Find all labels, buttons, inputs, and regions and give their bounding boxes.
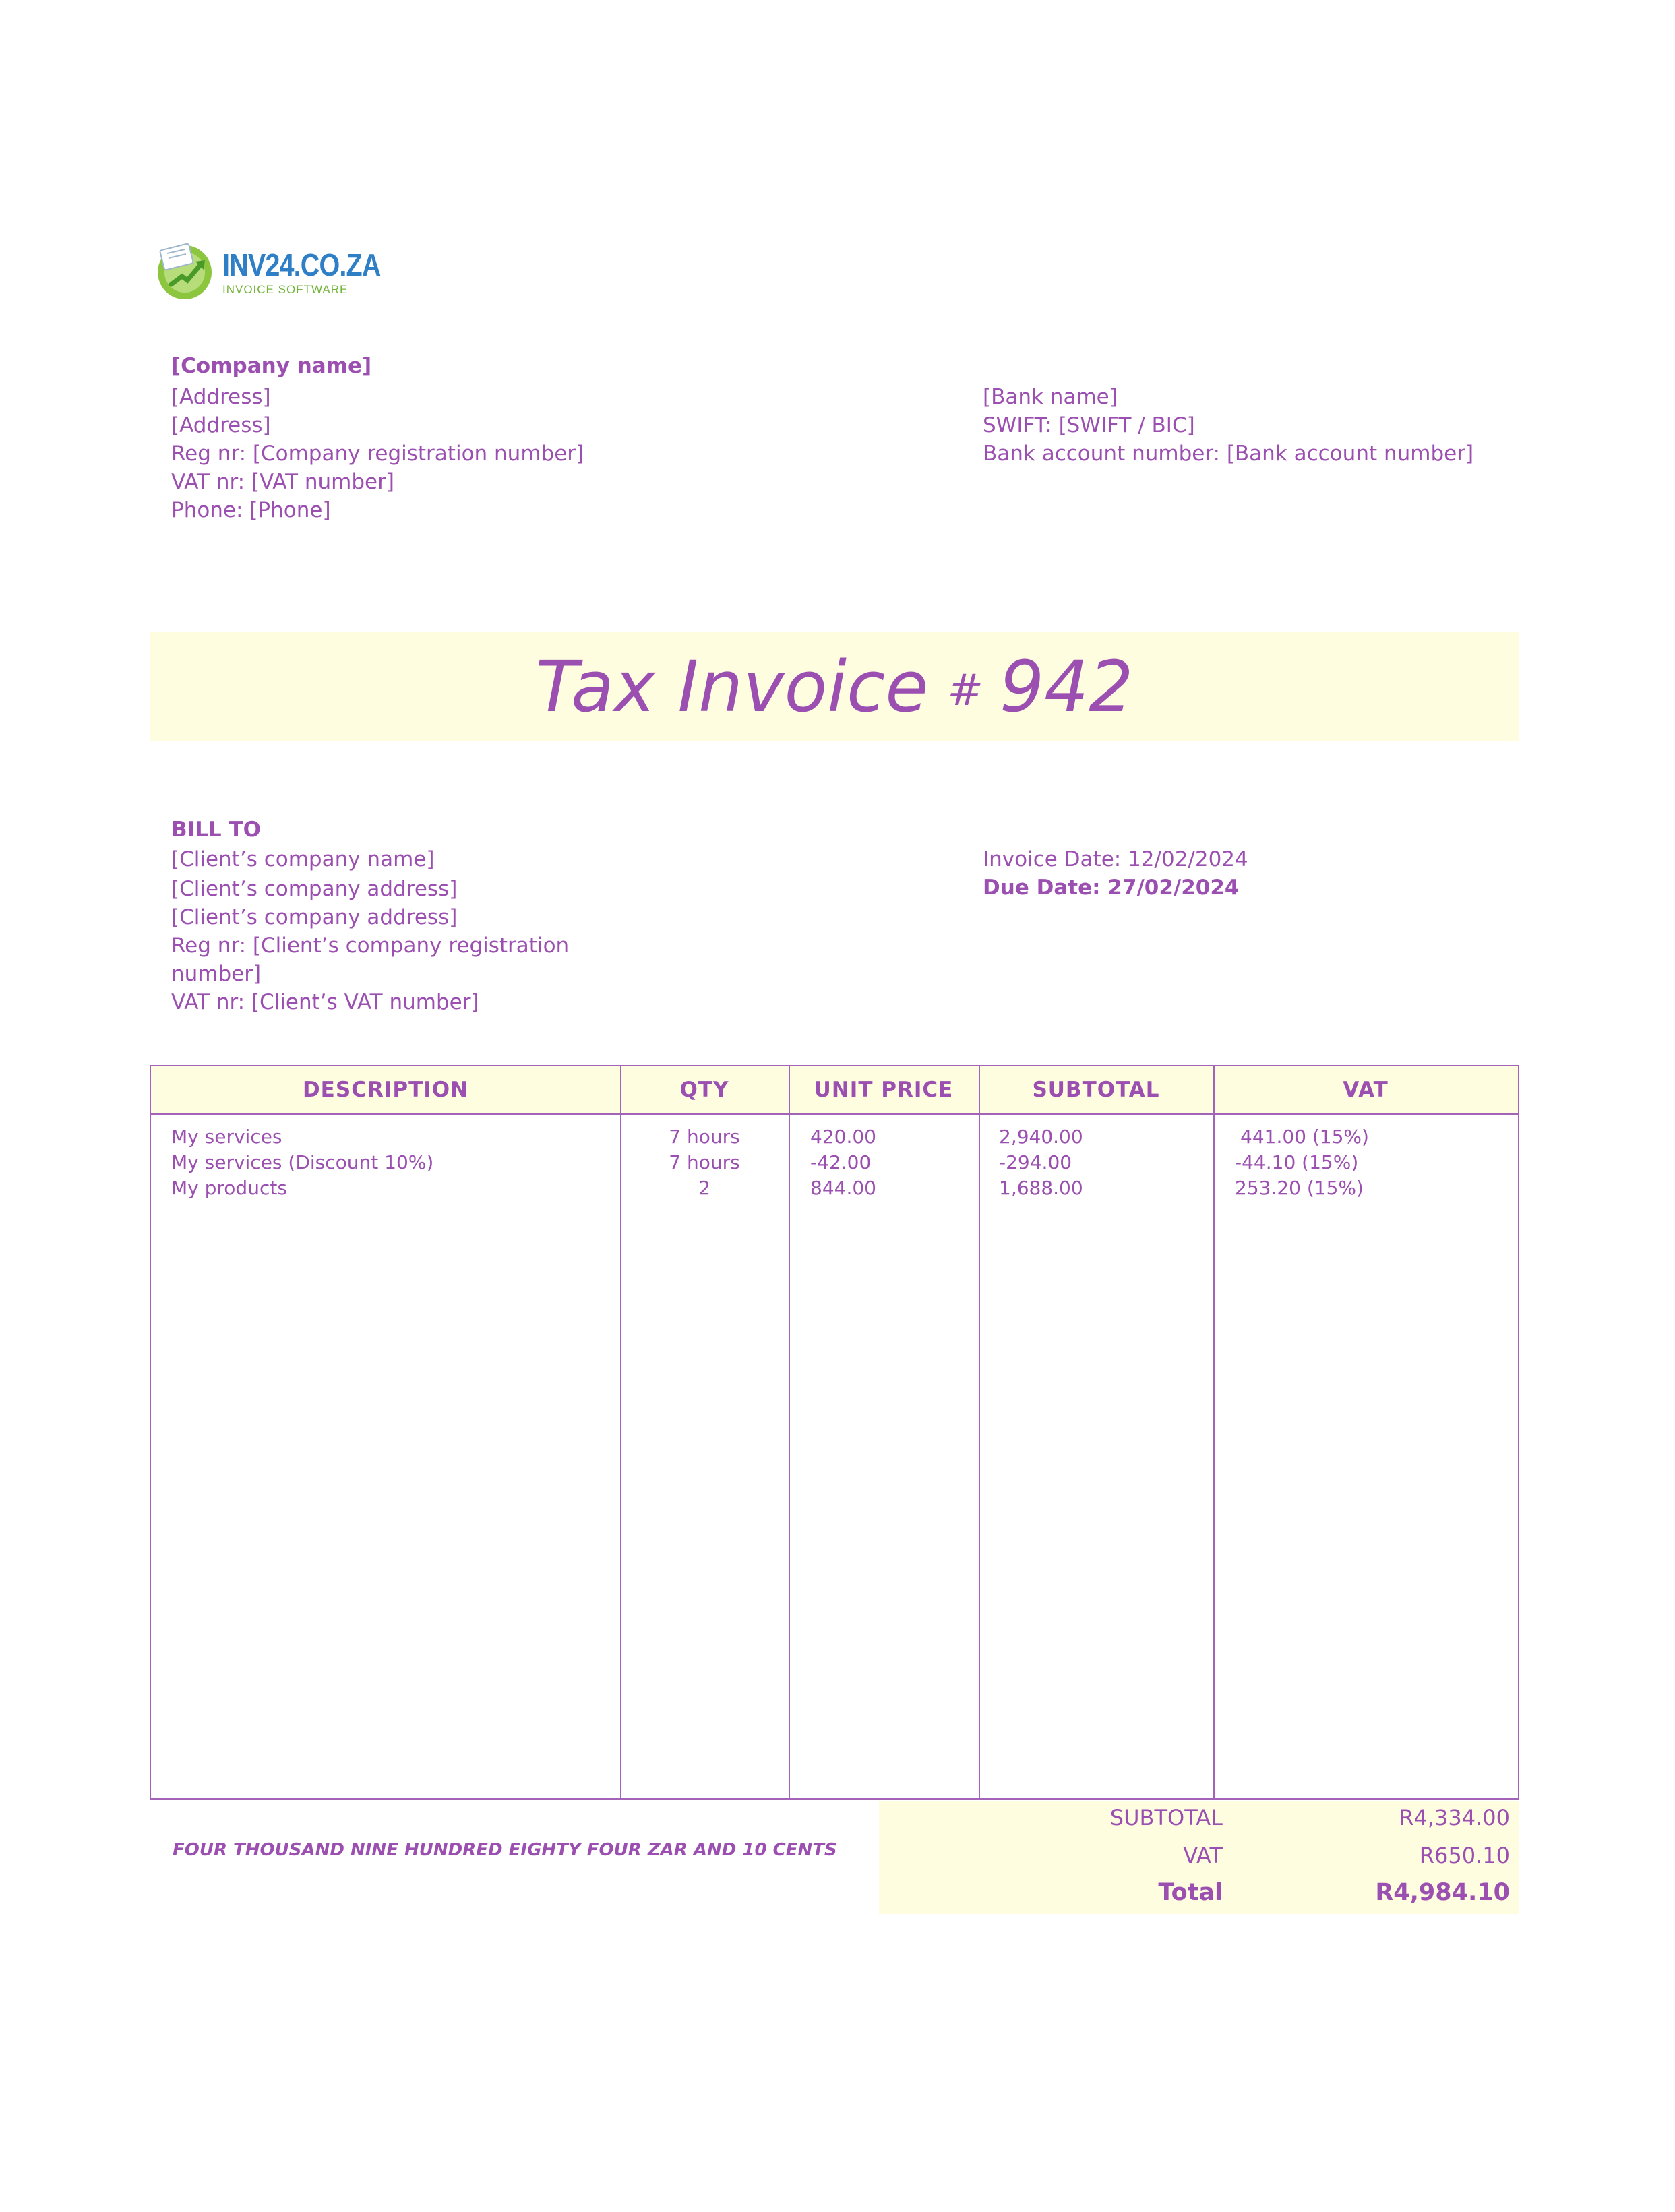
logo-brand-text: INV24.CO.ZA	[222, 247, 381, 282]
totals-subtotal-value: R4,334.00	[1399, 1805, 1510, 1831]
invoice-number: 942	[999, 646, 1134, 728]
title-band	[150, 632, 1519, 741]
company-vat: VAT nr: [VAT number]	[171, 470, 394, 494]
header-unit-price: UNIT PRICE	[814, 1078, 954, 1102]
items-table	[150, 1065, 1519, 1800]
invoice-date: Invoice Date: 12/02/2024	[983, 847, 1248, 871]
bank-account: Bank account number: [Bank account number]	[983, 441, 1474, 466]
bank-swift: SWIFT: [SWIFT / BIC]	[983, 413, 1195, 437]
column-divider	[1213, 1066, 1215, 1798]
header-vat: VAT	[1343, 1078, 1389, 1102]
client-vat: VAT nr: [Client’s VAT number]	[171, 990, 479, 1014]
table-header	[151, 1066, 1518, 1115]
client-company-name: [Client’s company name]	[171, 847, 435, 871]
totals-total-value: R4,984.10	[1375, 1879, 1510, 1906]
row-1-unit-price: 420.00	[810, 1126, 876, 1148]
row-2-vat: -44.10 (15%)	[1235, 1151, 1359, 1173]
company-logo	[152, 237, 381, 305]
totals-box	[879, 1801, 1519, 1914]
row-2-unit-price: -42.00	[810, 1151, 872, 1173]
row-1-subtotal: 2,940.00	[999, 1126, 1083, 1148]
company-reg: Reg nr: [Company registration number]	[171, 441, 584, 466]
header-description: DESCRIPTION	[302, 1078, 469, 1102]
row-3-subtotal: 1,688.00	[999, 1177, 1083, 1199]
bill-to-heading: BILL TO	[171, 818, 261, 842]
row-3-unit-price: 844.00	[810, 1177, 876, 1199]
row-3-vat: 253.20 (15%)	[1235, 1177, 1364, 1199]
company-name: [Company name]	[171, 354, 372, 378]
client-reg-line-1: Reg nr: [Client’s company registration	[171, 933, 570, 958]
totals-total-label: Total	[1158, 1879, 1223, 1906]
totals-vat-label: VAT	[1183, 1843, 1223, 1868]
due-date: Due Date: 27/02/2024	[983, 875, 1240, 900]
totals-subtotal-label: SUBTOTAL	[1109, 1805, 1223, 1831]
header-subtotal: SUBTOTAL	[1032, 1078, 1160, 1102]
company-address-2: [Address]	[171, 413, 271, 437]
column-divider	[979, 1066, 980, 1798]
logo-invoice-icon	[152, 240, 217, 302]
client-address-1: [Client’s company address]	[171, 877, 458, 901]
invoice-hash: #	[947, 666, 983, 716]
amount-in-words: FOUR THOUSAND NINE HUNDRED EIGHTY FOUR ZAR AND 10 CENTS	[173, 1840, 837, 1860]
row-1-qty: 7 hours	[669, 1126, 740, 1148]
row-1-vat: 441.00 (15%)	[1240, 1126, 1369, 1148]
invoice-title-prefix: Tax Invoice	[535, 646, 929, 728]
row-2-qty: 7 hours	[669, 1151, 740, 1173]
row-3-description: My products	[171, 1177, 287, 1199]
header-qty: QTY	[679, 1078, 729, 1102]
totals-vat-value: R650.10	[1419, 1843, 1510, 1868]
company-address-1: [Address]	[171, 385, 271, 409]
client-reg-line-2: number]	[171, 962, 262, 986]
company-phone: Phone: [Phone]	[171, 498, 331, 522]
column-divider	[789, 1066, 790, 1798]
row-2-description: My services (Discount 10%)	[171, 1151, 434, 1173]
row-2-subtotal: -294.00	[999, 1151, 1072, 1173]
logo-tagline: INVOICE SOFTWARE	[222, 283, 348, 296]
row-3-qty: 2	[698, 1177, 710, 1199]
invoice-title	[150, 632, 1519, 741]
client-address-2: [Client’s company address]	[171, 905, 458, 929]
row-1-description: My services	[171, 1126, 282, 1148]
bank-name: [Bank name]	[983, 385, 1118, 409]
